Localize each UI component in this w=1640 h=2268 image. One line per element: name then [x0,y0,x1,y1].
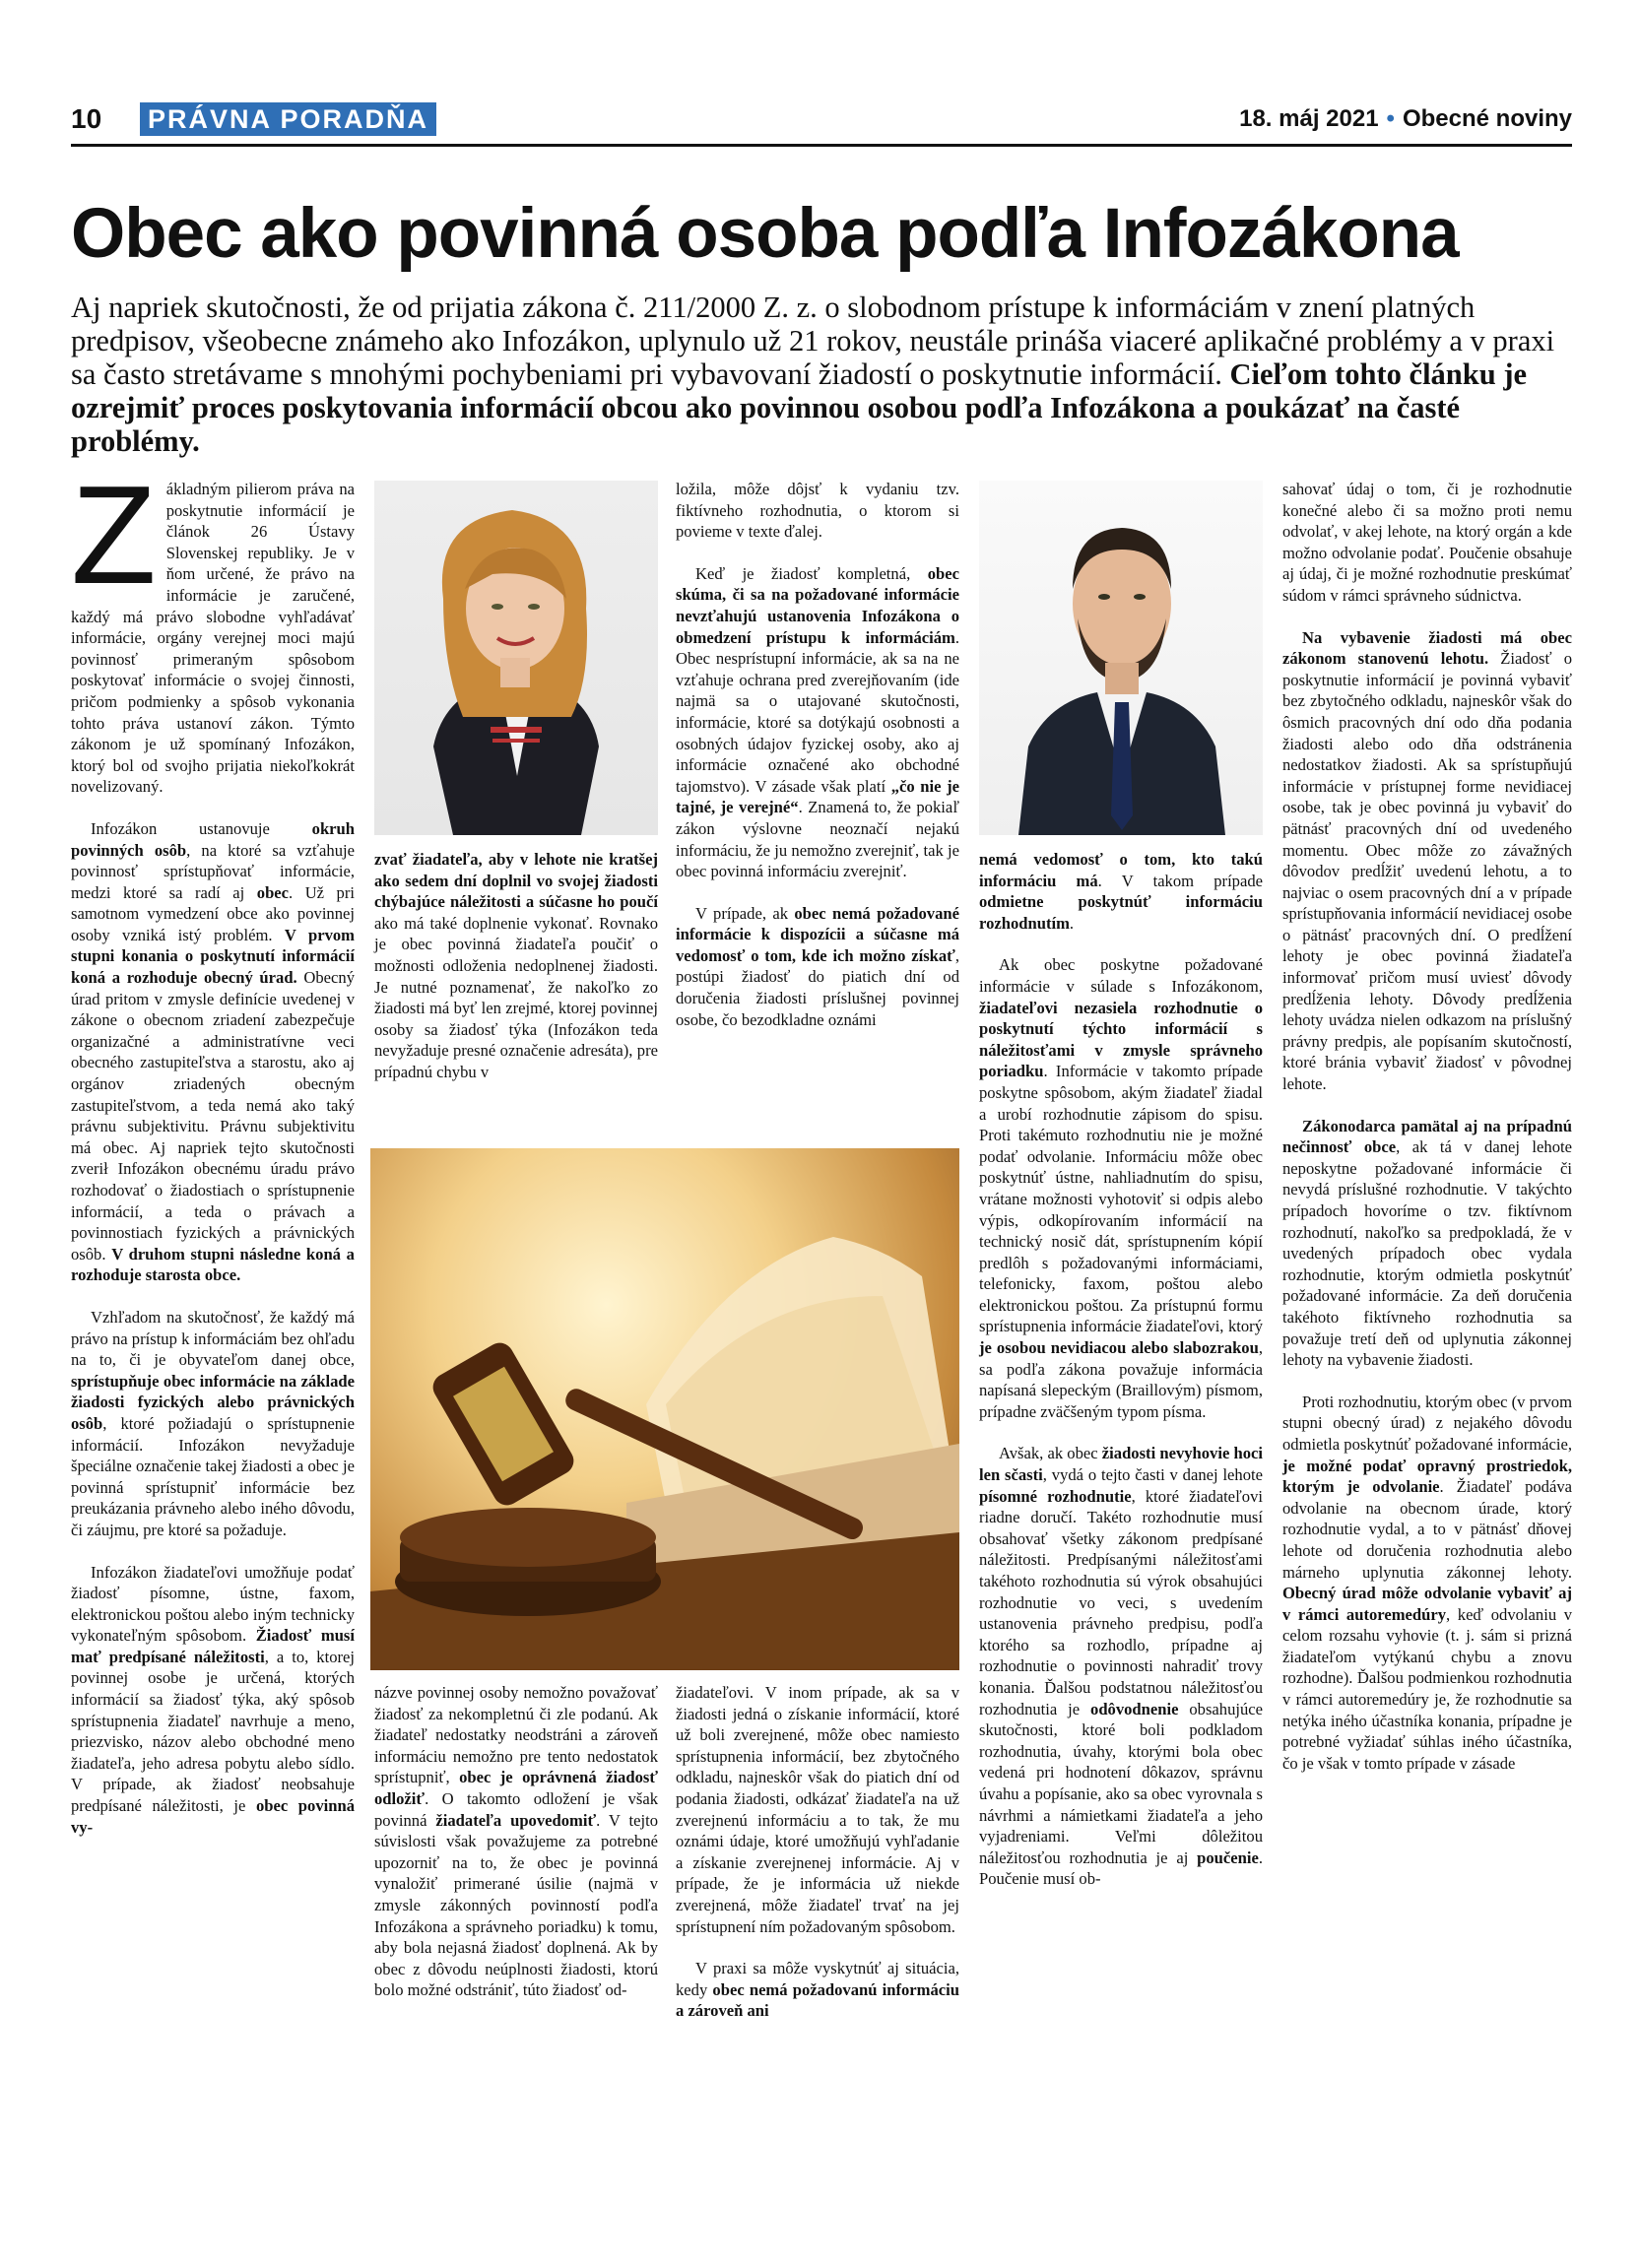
paragraph [676,1958,959,2022]
paragraph [374,849,658,1083]
paragraph [71,1562,355,1839]
b: obec je oprávnená žiadosť odložiť [374,1768,658,1808]
paragraph [1282,627,1572,1095]
column-3-bottom [676,1682,959,2042]
t: . Informácie v takomto prípade poskytne spôsobom, akým žiadateľ žiadal a urobí rozhodnutie zápisom do spisu. Proti takémuto rozhodnutiu nie je možné podať odvolanie. Informáciu môže obec poskytnúť ústne, nahliadnutím do spisu, vrátane možnosti vyhotoviť si odpis alebo výpis, odkopírovaním informácií na technický nosič dát, sprístupnením kópií predlôh s požadovanými informáciami, telefonicky, faxom, poštou alebo elektronickou poštou. Za prístupnú formu sprístupnenia informácie žiadateľovi, ktorý [979,1062,1263,1336]
paragraph [979,954,1263,1422]
drop-cap: Z [71,457,157,614]
newspaper-name: Obecné noviny [1402,105,1572,132]
t: , sa podľa zákona považuje informácia napísaná slepeckým (Braillovým) písmom, prípadne zväčšeným typom písma. [979,1338,1263,1421]
t: . Žiadateľ podáva odvolanie na obecnom úrade, ktorý rozhodnutie vydal, a to v pätnásť dňovej lehote od doručenia rozhodnutia alebo márneho uplynutia zákonnej lehoty. [1282,1477,1572,1582]
header-rule [71,144,1572,147]
b: okruh povinných osôb [71,818,355,860]
b: sprístupňuje obec informácie na základe žiadosti fyzických alebo právnických osôb [71,1371,355,1433]
b: žiadateľovi nezasiela rozhodnutie o poskytnutí týchto informácií s náležitosťami v zmysle správneho poriadku [979,998,1263,1081]
b: obec nemá požadované informácie k dispozícii a súčasne má vedomosť o tom, kde ich možno získať [676,903,959,965]
b: Na vybavenie žiadosti má obec zákonom stanovenú lehotu. [1282,627,1572,669]
t: Žiadosť o poskytnutie informácií je povinná vybaviť bez zbytočného odkladu, najneskôr však do ôsmich pracovných dní odo dňa podania žiadosti alebo odo dňa odstránenia nedostatkov žiadosti. Ak sa sprístupňujú informácie v prístupnej forme nevidiacej osobe, tak je obec povinná ju vybaviť do pätnásť pracovných dní od uvedeného momentu. Obec môže zo závažných dôvodov predĺžiť uvedenú lehotu, a to najviac o osem pracovných dní a v prípade sprístupňovania informácií nevidiacej osobe o pätnásť pracovných dní. O predĺžení lehoty je obec povinná žiadateľa informovať pričom musí uviesť dôvody predĺženia lehoty. Dôvody predĺženia lehoty uvádza nielen odkazom na príslušný právny predpis, ale popísaním skutočností, ktoré bránia vybaviť žiadosť v pôvodnej lehote. [1282,649,1572,1094]
t: , ktoré žiadateľovi riadne doručí. Takéto rozhodnutie musí obsahovať všetky zákonom predpísané náležitosti. Predpísanými náležitosťami takéhoto rozhodnutia sú výrok obsahujúci rozhodnutie vo veci, s uvedením ustanovenia právneho predpisu, podľa ktorého sa rozhodlo, prípadne aj rozhodnutie o povinnosti nahradiť trovy konania. Ďalšou podstatnou náležitosťou rozhodnutia je [979,1486,1263,1718]
b: Obecný úrad môže odvolanie vybaviť aj v rámci autoremedúry [1282,1584,1572,1624]
t: V praxi sa môže vyskytnúť aj situácia, kedy [676,1959,959,1999]
t: , postúpi žiadosť do piatich dní od doručenia žiadosti príslušnej povinnej osobe, čo bezodkladne oznámi [676,945,959,1029]
paragraph [374,1682,658,2001]
b: V prvom stupni konania o poskytnutí informácií koná a rozhoduje obecný úrad. [71,925,355,988]
b: „čo nie je tajné, je verejné“ [676,776,959,817]
article-lead [71,291,1572,458]
separator-dot: • [1386,105,1395,132]
b: obec nemá požadovanú informáciu a zároveň ani [676,1979,959,2021]
t: . Znamená to, že pokiaľ zákon výslovne neoznačí nejakú informáciu, že ju nemožno zverejniť, tak je obec povinná informáciu zverejniť. [676,798,959,881]
portrait-man-icon [979,481,1263,835]
b: Zákonodarca pamätal aj na prípadnú nečinnosť obce [1282,1116,1572,1157]
t: , na ktoré sa vzťahuje povinnosť sprístupňovať informácie, medzi ktoré sa radí aj [71,840,355,902]
paragraph: ložila, môže dôjsť k vydaniu tzv. fiktívneho rozhodnutia, o ktorom si povieme v texte ďalej. [676,480,959,542]
column-3-top [676,479,959,1051]
b: obec [256,882,290,902]
t: V prípade, ak [695,903,795,923]
paragraph: sahovať údaj o tom, či je rozhodnutie konečné alebo či sa možno proti nemu odvolať, v akej lehote, na ktorý orgán a kde možno odvolanie podať. Poučenie obsahuje aj údaj, či je možné rozhodnutie preskúmať súdom v rámci správneho súdnictva. [1282,480,1572,605]
t: , ak tá v danej lehote neposkytne požadované informácie či nevydá príslušné rozhodnutie. V takýchto prípadoch hovoríme o tzv. fiktívnom rozhodnutí, nakoľko sa predpokladá, že v uvedených prípadoch obec vydala rozhodnutie, ktorým odmietla poskytnúť požadované informácie. Za deň doručenia takéhoto fiktívneho rozhodnutia sa považuje tretí deň od uplynutia zákonnej lehoty na vybavenie žiadosti. [1282,1137,1572,1370]
b: Žiadosť musí mať predpísané náležitosti [71,1626,355,1666]
b: písomné rozhodnutie [979,1486,1132,1506]
column-4 [979,849,1263,1911]
paragraph [71,1307,355,1541]
t: . Obec nesprístupní informácie, ak sa na ne vzťahuje ochrana pred zverejňovaním (ide najmä sa o utajované skutočnosti, informácie, ktoré sa dotýkajú osobnosti a osobných údajov fyzickej osoby, ako aj informácie označené ako obchodné tajomstvo). V zásade však platí [676,627,959,796]
paragraph [676,903,959,1031]
t: . Poučenie musí ob- [979,1847,1263,1889]
section-label: PRÁVNA PORADŇA [140,102,436,136]
author-photo-man [979,481,1263,835]
b: odmietne poskytnúť informáciu rozhodnutím [979,892,1263,933]
b: je osobou nevidiacou alebo slabozrakou [979,1338,1259,1358]
b: zvať žiadateľa, aby v lehote nie kratšej ako sedem dní doplnil vo svojej žiadosti chýbajúce náležitosti a súčasne ho poučí [374,850,658,912]
t: , keď odvolaniu v celom rozsahu vyhovie (t. j. sám si prizná žiadateľom vytýkanú chybu a znovu rozhodne). Ďalšou podmienkou rozhodnutia v rámci autoremedúry je, že rozhodnutie sa netýka iného účastníka konania, prípadne je potrebné vyžiadať súhlas iného účastníka, čo je však v tomto prípade v zásade [1282,1604,1573,1773]
column-5 [1282,479,1572,1794]
paragraph [979,849,1263,934]
page-header [71,102,1572,136]
paragraph [1282,1392,1572,1775]
b: žiadosti nevyhovie hoci len sčasti [979,1444,1263,1485]
b: nemá vedomosť o tom, kto takú informáciu má [979,850,1263,890]
t: obsahujúce skutočnosti, ktoré boli podkladom rozhodnutia, úvahy, ktorými bola obec vedená pri hodnotení dôkazov, správnu úvahu a popísanie, ako sa obec vyrovnala s návrhmi a námietkami žiadateľa a jeho vyjadreniami. Veľmi dôležitou náležitosťou rozhodnutia je aj [979,1699,1264,1867]
b: odôvodnenie [1090,1699,1179,1718]
t: , vydá o tejto časti v danej lehote [1042,1465,1263,1485]
t: Proti rozhodnutiu, ktorým obec (v prvom stupni obecný úrad) z nejakého dôvodu odmietla poskytnúť požadované informácie, [1282,1392,1572,1454]
b: obec povinná vy- [71,1796,355,1837]
t: Infozákon žiadateľovi umožňuje podať žiadosť písomne, ústne, faxom, elektronickou poštou alebo iným technicky vykonateľným spôsobom. [71,1562,355,1646]
b: V druhom stupni následne koná a rozhoduje starosta obce. [71,1244,355,1285]
paragraph-text: ákladným pilierom práva na poskytnutie informácií je článok 26 Ústavy Slovenskej republiky. Je v ňom určené, že právo na informácie je zaručené, každý má právo slobodne vyhľadávať informácie, orgány verejnej moci majú povinnosť primeraným spôsobom poskytovať informácie o svojej činnosti, pričom podmienky a spôsob vykonania tohto práva ustanoví zákon. Týmto zákonom je už spomínaný Infozákon, ktorý bol od svojho prijatia niekoľkokrát novelizovaný. [71,480,355,797]
b: obec skúma, či sa na požadované informácie nevzťahujú ustanovenia Infozákona o obmedzení prístupu k informáciám [676,563,959,647]
page-number: 10 [71,103,102,134]
paragraph [676,563,959,882]
column-2-top [374,849,658,1104]
gavel-illustration [370,1148,959,1670]
t: ako má také doplnenie vykonať. Rovnako je obec povinná žiadateľa poučiť o možnosti odloženia nedoplnenej žiadosti. Je nutné poznamenať, že nakoľko zo žiadosti má byť len zrejmé, ktorej povinnej osoby sa žiadosť týka (Infozákon teda nevyžaduje presné označenie adresáta), pre prípadnú chybu v [374,913,658,1081]
lead-bold: Cieľom tohto článku je ozrejmiť proces poskytovania informácií obcou ako povinnou osobou podľa Infozákona a poukázať na časté problémy. [71,357,1528,458]
paragraph [979,1443,1263,1889]
gavel-and-book-icon [370,1148,959,1670]
t: Vzhľadom na skutočnosť, že každý má právo na prístup k informáciám bez ohľadu na to, či je obyvateľom danej obce, [71,1307,355,1370]
t: Keď je žiadosť kompletná, [695,563,928,583]
portrait-woman-icon [374,481,658,835]
b: je možné podať opravný prostriedok, ktorým je odvolanie [1282,1456,1572,1497]
t: Obecný úrad pritom v zmysle definície uvedenej v zákone o obecnom zriadení zabezpečuje organizačné a administratívne veci obecného zastupiteľstva a starostu, ako aj orgánov zriadených obecným zastupiteľstvom, a teda nemá ako taký právnu subjektivitu. Právnu subjektivitu má obec. Aj napriek tejto skutočnosti zverił Infozákon obecnému úradu právo rozhodovať o žiadostiach o sprístupnenie informácií, a teda o právach a povinnostiach fyzických a právnických osôb. [71,968,355,1264]
t: , ktoré požiadajú o sprístupnenie informácií. Infozákon nevyžaduje špeciálne označenie takej žiadosti a obec je povinná sprístupniť informácie bez preukázania právneho alebo iného dôvodu, či záujmu, pre ktoré sa požaduje. [71,1413,355,1539]
paragraph [1282,1116,1572,1371]
t: . V takom prípade [1097,871,1263,890]
author-photo-woman [374,481,658,835]
paragraph: žiadateľovi. V inom prípade, ak sa v žiadosti jedná o získanie informácií, ktoré už boli zverejnené, môže obec namiesto sprístupnenia informácií, bez zbytočného odkladu, najneskôr však do piatich dní od podania žiadosti, odkázať žiadateľa na už zverejnenú informáciu a to tak, že mu oznámi údaje, ktoré umožňujú vyhľadanie a získanie zverejnenej informácie. Aj v prípade, že je informácia už niekde zverejnená, môže žiadateľ trvať na jej sprístupnení ním požadovaným spôsobom. [676,1683,959,1936]
t: . O takomto odložení je však povinná [374,1788,658,1830]
issue-info [1239,102,1572,136]
b: poučenie [1197,1847,1259,1867]
t: . Už pri samotnom vymedzení obce ako povinnej osoby vzniká istý problém. [71,882,355,944]
t: názve povinnej osoby nemožno považovať žiadosť za nekompletnú či zle podanú. Ak žiadateľ nedostatky neodstráni a zároveň informáciu nemožno pre tento nedostatok sprístupniť, [374,1683,658,1787]
column-2-bottom [374,1682,658,2022]
article-title: Obec ako povinná osoba podľa Infozákona [71,195,1459,273]
b: žiadateľa upovedomiť [435,1810,597,1830]
column-1 [71,457,355,1858]
t: , a to, ktorej povinnej osobe je určená, ktorých informácií sa žiadosť týka, aký spôsob sprístupnenia žiadateľ navrhuje a meno, priezvisko, názov alebo obchodné meno žiadateľa, jeho adresa pobytu alebo sídlo. V prípade, ak žiadosť neobsahuje predpísané náležitosti, je [71,1647,355,1816]
t: Ak obec poskytne požadované informácie v súlade s Infozákonom, [979,955,1263,996]
lead-text: Aj napriek skutočnosti, že od prijatia zákona č. 211/2000 Z. z. o slobodnom prístupe k informáciám v znení platných predpisov, všeobecne známeho ako Infozákon, uplynulo už 21 rokov, neustále prináša viaceré aplikačné problémy a v praxi sa často stretávame s mnohými pochybeniami pri vybavovaní žiadostí o poskytnutie informácií. [71,291,1555,391]
t: Avšak, ak obec [999,1444,1102,1463]
issue-date: 18. máj 2021 [1239,105,1379,132]
paragraph [71,818,355,1286]
t: . V tejto súvislosti však považujeme za potrebné upozorniť na to, že obec je povinná vynaložiť primerané úsilie (najmä v zmysle zákonných povinností podľa Infozákona a správneho poriadku) k tomu, aby bola nejasná žiadosť doplnená. Ak by obec z dôvodu neúplnosti žiadosti, ktorú bolo možné odstrániť, túto žiadosť od- [374,1810,658,2000]
paragraph [71,457,355,798]
t: Infozákon ustanovuje [91,818,312,838]
t: . [1069,913,1075,933]
